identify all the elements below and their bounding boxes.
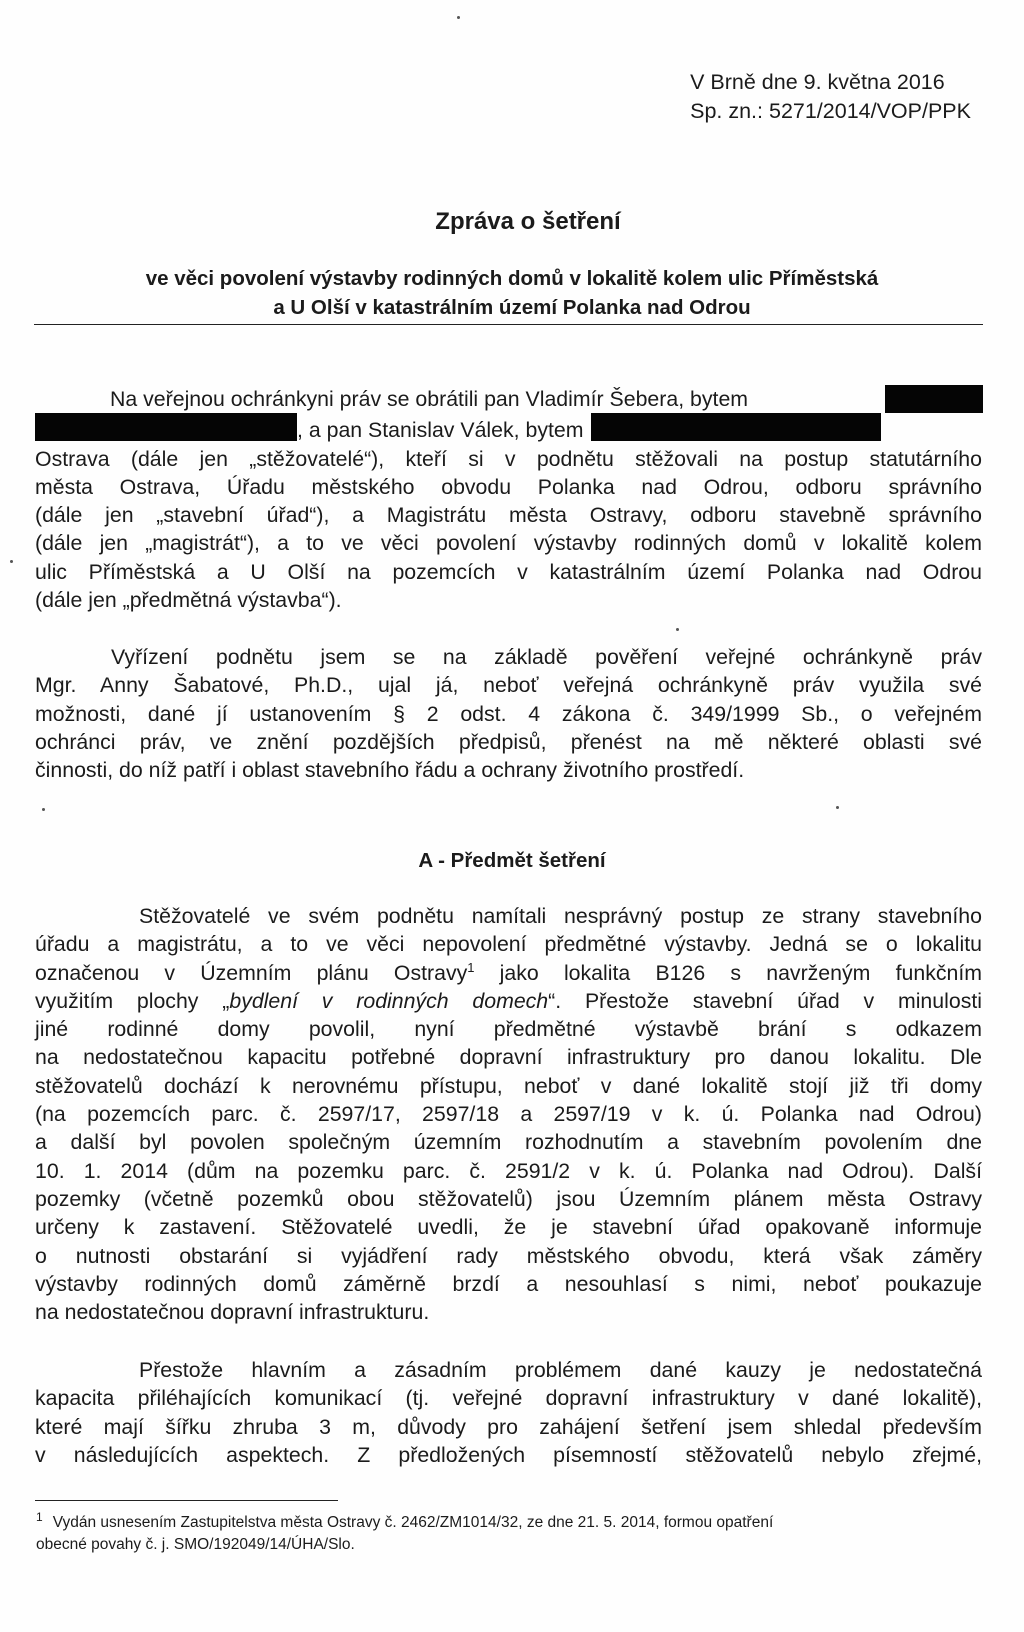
text-line: o nutnosti obstarání si vyjádření rady městského obvodu, která však záměry [35,1243,982,1268]
speck [10,560,13,563]
text-line: ulic Příměstská a U Olší na pozemcích v katastrálním území Polanka nad Odrou [35,559,982,584]
text-line: stěžovatelů dochází k nerovnému přístupu, neboť v dané lokalitě stojí již tři domy [35,1073,982,1098]
place-date: V Brně dne 9. května 2016 [690,70,945,94]
speck [676,628,679,631]
footnote-ref: 1 [467,959,475,975]
text-line: města Ostrava, Úřadu městského obvodu Polanka nad Odrou, odboru správního [35,474,982,499]
speck [42,808,45,811]
text-line: Vyřízení podnětu jsem se na základě pověření veřejné ochránkyně práv [111,645,982,669]
redaction-block [35,413,297,441]
redaction-block [885,385,983,413]
paragraph-intro [35,385,982,614]
text-line: v následujících aspektech. Z předložených písemností stěžovatelů nebylo zřejmé, [35,1442,982,1467]
paragraph-reasons [35,1356,982,1469]
text-line: , a pan Stanislav Válek, bytem [35,413,982,444]
text-line: Na veřejnou ochránkyni práv se obrátili pan Vladimír Šebera, bytem [110,387,749,411]
subtitle-line-2: a U Olší v katastrálním území Polanka nad Odrou [273,296,751,319]
footnote [36,1506,982,1556]
footnote-mark: 1 [36,1510,43,1524]
text-line: úřadu a magistrátu, a to ve věci nepovolení předmětné výstavby. Jedná se o lokalitu [35,932,982,957]
document-subtitle [40,264,984,322]
text-line: kapacita přiléhajících komunikací (tj. veřejné dopravní infrastruktury v dané lokalitě), [35,1386,982,1411]
text-line: a další byl povolen společným územním rozhodnutím a stavebním povolením dne [35,1130,982,1155]
text-line: (dále jen „stavební úřad“), a Magistrátu města Ostravy, odboru stavebně správního [35,503,982,528]
reference-number: Sp. zn.: 5271/2014/VOP/PPK [690,99,971,123]
paragraph-subject [35,902,982,1326]
text-line: které mají šířku zhruba 3 m, důvody pro zahájení šetření jsem shledal především [35,1414,982,1439]
text-line: určeny k zastavení. Stěžovatelé uvedli, že je stavební úřad opakovaně informuje [35,1215,982,1240]
text-line: označenou v Územním plánu Ostravy$^1$ jako lokalita B126 s navrženým funkčním [35,959,982,985]
redaction-block [591,413,881,441]
text-line: (dále jen „magistrát“), a to ve věci povolení výstavby rodinných domů v lokalitě kolem [35,531,982,556]
speck [457,16,460,19]
document-title: Zpráva o šetření [435,208,621,235]
document-header [690,68,971,126]
text-line: 10. 1. 2014 (dům na pozemku parc. č. 2591/2 v k. ú. Polanka nad Odrou). Další [35,1158,982,1183]
text-line: (dále jen „předmětná výstavba“). [35,588,342,613]
text-line: na nedostatečnou kapacitu potřebné dopravní infrastruktury pro danou lokalitu. Dle [35,1045,982,1070]
text-line: na nedostatečnou dopravní infrastrukturu. [35,1300,430,1325]
text-line: možnosti, dané jí ustanovením § 2 odst. 4 zákona č. 349/1999 Sb., o veřejném [35,701,982,726]
text-line: jiné rodinné domy povolil, nyní předmětné výstavbě brání s odkazem [35,1017,982,1042]
text-line: Přestože hlavním a zásadním problémem dané kauzy je nedostatečná [139,1358,982,1382]
subtitle-line-1: ve věci povolení výstavby rodinných domů v lokalitě kolem ulic Příměstská [145,267,879,290]
text-line: ochránci práv, ve znění pozdějších předpisů, přenést na mě některé oblasti své [35,729,982,754]
text-line: Ostrava (dále jen „stěžovatelé“), kteří si v podnětu stěžovali na postup statutárního [35,446,982,471]
footnote-line-2: obecné povahy č. j. SMO/192049/14/ÚHA/Slo. [36,1536,355,1553]
text-line: výstavby rodinných domů záměrně brzdí a nesouhlasí s nimi, neboť poukazuje [35,1271,982,1296]
text-line: (na pozemcích parc. č. 2597/17, 2597/18 a 2597/19 v k. ú. Polanka nad Odrou) [35,1102,982,1127]
paragraph-mandate [35,643,982,784]
footnote-line-1: $^1$ Vydán usnesením Zastupitelstva města Ostravy č. 2462/ZM1014/32, ze dne 21. 5. 2014, formou opatření [36,1510,774,1531]
footnote-divider [35,1500,338,1501]
text-line: Stěžovatelé ve svém podnětu namítali nesprávný postup ze strany stavebního [139,904,982,928]
text-line: činnosti, do níž patří i oblast stavebního řádu a ochrany životního prostředí. [35,758,745,783]
text-line: využitím plochy „bydlení v rodinných domech“. Přestože stavební úřad v minulosti [35,988,982,1013]
section-heading-a: A - Předmět šetření [418,849,606,872]
text-line: Mgr. Anny Šabatové, Ph.D., ujal já, neboť veřejná ochránkyně práv využila své [35,673,982,698]
title-divider [34,324,983,325]
speck [836,806,839,809]
text-line: pozemky (včetně pozemků obou stěžovatelů) jsou Územním plánem města Ostravy [35,1186,982,1211]
